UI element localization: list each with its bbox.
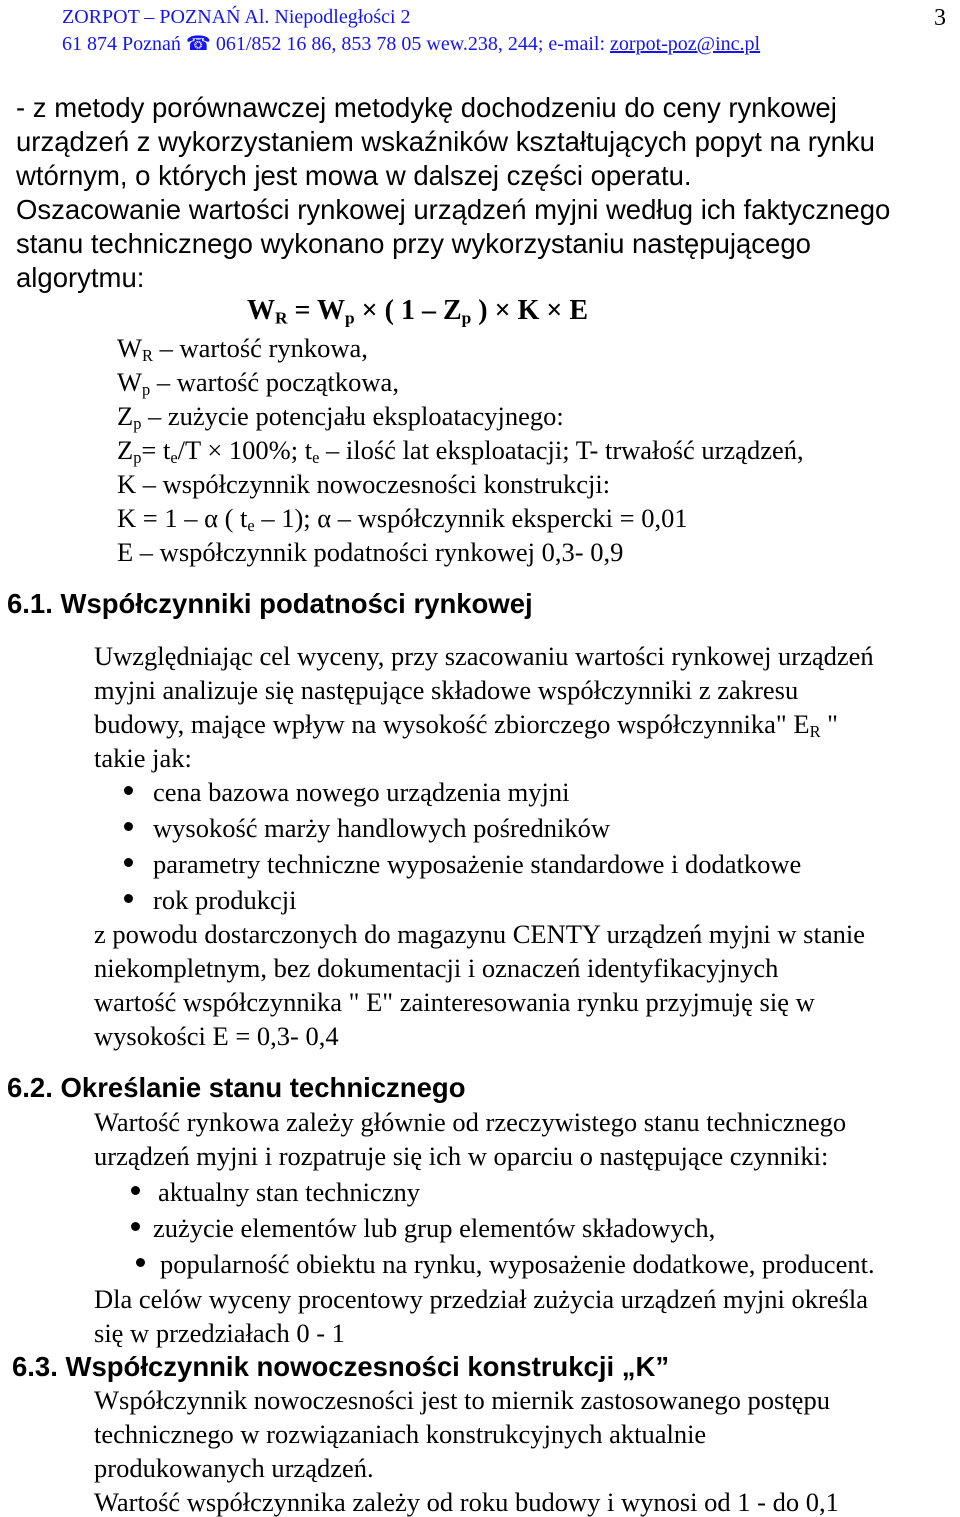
header-contact (62, 34, 760, 54)
section-6-2-line-1: Wartość rynkowa zależy głównie od rzeczywistego stanu technicznego (94, 1107, 847, 1137)
bullet-icon (124, 858, 133, 867)
section-6-2-after-1: Dla celów wyceny procentowy przedział zużycia urządzeń myjni określa (94, 1284, 869, 1314)
section-6-1-after-1: z powodu dostarczonych do magazynu CENTY urządzeń myjni w stanie (94, 919, 865, 949)
header-city: 61 874 Poznań (62, 33, 186, 55)
section-6-3-line-1: Współczynnik nowoczesności jest to miernik zastosowanego postępu (94, 1385, 830, 1415)
section-6-1-heading: 6.1. Współczynniki podatności rynkowej (7, 588, 533, 619)
def-e: E – współczynnik podatności rynkowej 0,3- 0,9 (117, 537, 624, 567)
section-6-2-heading: 6.2. Określanie stanu technicznego (7, 1072, 466, 1103)
intro-line-2: urządzeń z wykorzystaniem wskaźników kształtujących popyt na rynku (16, 126, 875, 157)
page-number: 3 (934, 5, 946, 31)
email-link[interactable]: zorpot-poz@inc.pl (610, 33, 761, 55)
bullet-icon (131, 1222, 140, 1231)
bullet-icon (131, 1186, 140, 1195)
intro-line-6: algorytmu: (16, 262, 145, 293)
valuation-formula: $W_R = W_p$ × ( $1 - Z_p$ ) × K × E (247, 295, 589, 328)
section-6-1-after-4: wysokości E = 0,3- 0,4 (94, 1021, 339, 1051)
list-item: rok produkcji (153, 885, 297, 915)
section-6-1-line-3: budowy, mające wpływ na wysokość zbiorczego współczynnika" $E_R$ " (94, 709, 838, 742)
section-6-1-line-2: myjni analizuje się następujące składowe współczynniki z zakresu (94, 675, 799, 705)
section-6-1-after-2: niekompletnym, bez dokumentacji i oznaczeń identyfikacyjnych (94, 953, 779, 983)
def-zp-formula: $Z_p= t_e/T \times 100\%$; $t_e$ – ilość lat eksploatacji; T- trwałość urządzeń, (117, 435, 804, 468)
bullet-icon (124, 894, 133, 903)
section-6-3-line-3: produkowanych urządzeń. (94, 1453, 374, 1483)
bullet-icon (124, 822, 133, 831)
section-6-3-line-4: Wartość współczynnika zależy od roku budowy i wynosi od 1 - do 0,1 (94, 1487, 839, 1517)
list-item: zużycie elementów lub grup elementów składowych, (153, 1213, 716, 1243)
bullet-icon (124, 786, 133, 795)
section-6-1-line-4: takie jak: (94, 743, 192, 773)
bullet-icon (136, 1258, 145, 1267)
list-item: popularność obiektu na rynku, wyposażenie dodatkowe, producent. (160, 1249, 875, 1279)
list-item: aktualny stan techniczny (158, 1177, 420, 1207)
def-k-formula: K = 1 – α ( $t_e - 1$); α – współczynnik ekspercki = 0,01 (117, 503, 688, 536)
def-zp: $Z_p$ – zużycie potencjału eksploatacyjnego: (117, 401, 564, 434)
intro-line-1: - z metody porównawczej metodykę dochodzeniu do ceny rynkowej (16, 92, 837, 123)
section-6-1-after-3: wartość współczynnika " E" zainteresowania rynku przyjmuję się w (94, 987, 815, 1017)
section-6-1-line-1: Uwzględniając cel wyceny, przy szacowaniu wartości rynkowej urządzeń (94, 641, 874, 671)
section-6-3-line-2: technicznego w rozwiązaniach konstrukcyjnych aktualnie (94, 1419, 707, 1449)
intro-line-4: Oszacowanie wartości rynkowej urządzeń myjni według ich faktycznego (16, 194, 891, 225)
section-6-2-after-2: się w przedziałach 0 - 1 (94, 1318, 345, 1348)
phone-icon: ☎ (185, 33, 211, 55)
section-6-3-heading: 6.3. Współczynnik nowoczesności konstrukcji „K” (12, 1351, 670, 1382)
intro-line-3: wtórnym, o których jest mowa w dalszej części operatu. (16, 160, 692, 191)
list-item: cena bazowa nowego urządzenia myjni (153, 777, 570, 807)
header-address: ZORPOT – POZNAŃ Al. Niepodległości 2 (62, 6, 411, 28)
list-item: parametry techniczne wyposażenie standardowe i dodatkowe (153, 849, 802, 879)
intro-line-5: stanu technicznego wykonano przy wykorzystaniu następującego (16, 228, 811, 259)
def-k: K – współczynnik nowoczesności konstrukcji: (117, 469, 611, 499)
header-phone: 061/852 16 86, 853 78 05 wew.238, 244; e-mail: (210, 33, 611, 55)
def-wr: $W_R$ – wartość rynkowa, (117, 333, 368, 366)
def-wp: $W_p$ – wartość początkowa, (117, 367, 399, 400)
section-6-2-line-2: urządzeń myjni i rozpatruje się ich w oparciu o następujące czynniki: (94, 1141, 829, 1171)
list-item: wysokość marży handlowych pośredników (153, 813, 611, 843)
